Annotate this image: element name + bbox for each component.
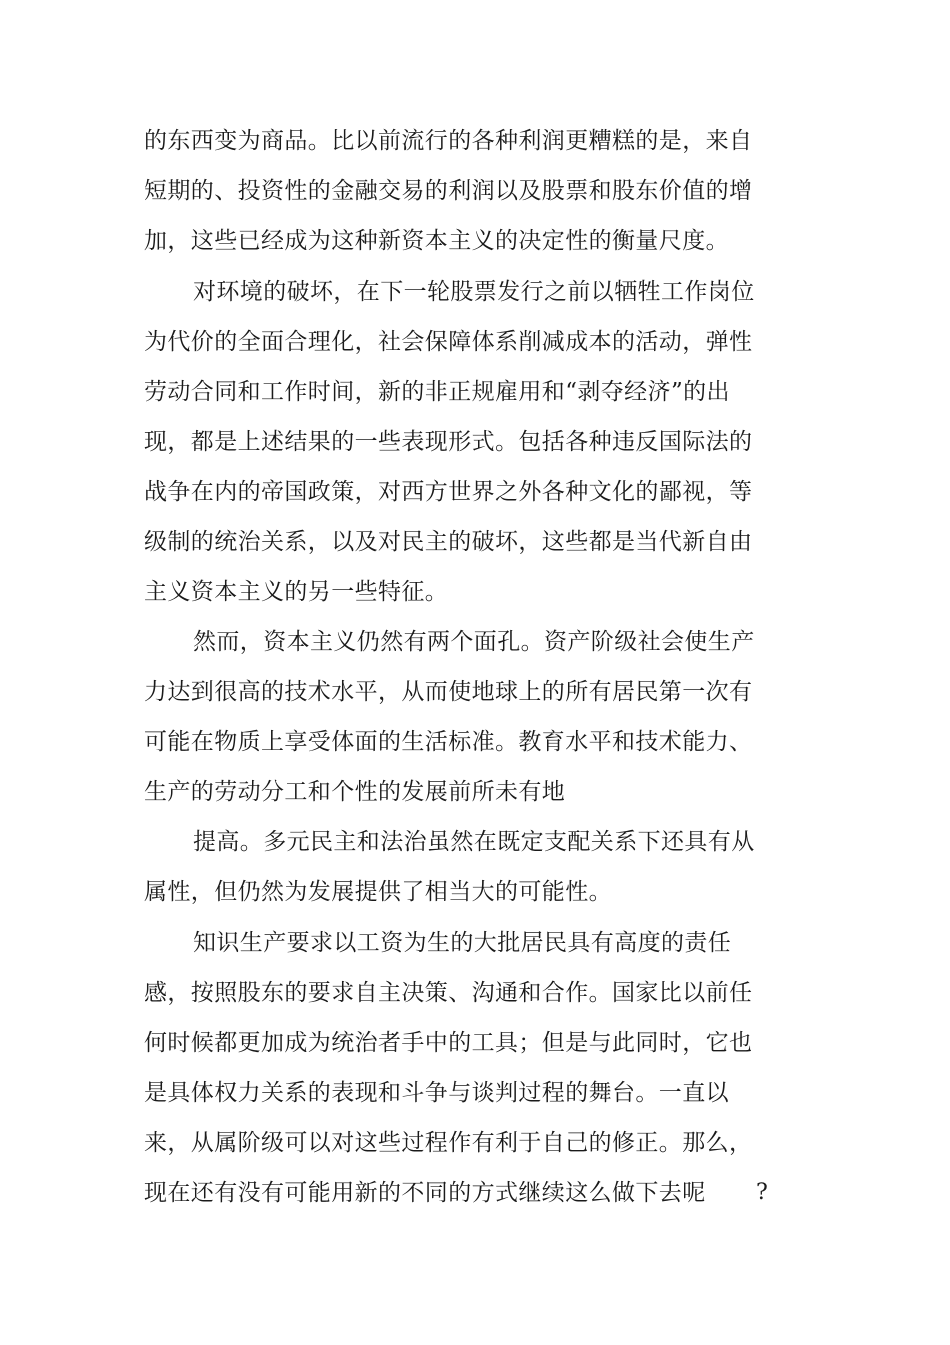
text-line: 来，从属阶级可以对这些过程作有利于自己的修正。那么， xyxy=(144,1130,753,1156)
text-line: 可能在物质上享受体面的生活标准。教育水平和技术能力、 xyxy=(144,729,753,755)
text-line: 战争在内的帝国政策，对西方世界之外各种文化的鄙视，等 xyxy=(144,479,753,505)
text-line: 是具体权力关系的表现和斗争与谈判过程的舞台。一直以 xyxy=(144,1080,729,1106)
text-line: 为代价的全面合理化，社会保障体系削减成本的活动，弹性 xyxy=(144,329,753,355)
trailing-question-mark: ? xyxy=(756,1180,768,1205)
text-line: 的东西变为商品。比以前流行的各种利润更糟糕的是，来自 xyxy=(144,128,753,154)
text-line: 级制的统治关系，以及对民主的破坏，这些都是当代新自由 xyxy=(144,529,753,555)
paragraph-first-line: 然而，资本主义仍然有两个面孔。资产阶级社会使生产 xyxy=(193,629,755,655)
text-line: 劳动合同和工作时间，新的非正规雇用和“剥夺经济”的出 xyxy=(144,379,730,405)
text-line: 力达到很高的技术水平，从而使地球上的所有居民第一次有 xyxy=(144,679,753,705)
paragraph-first-line: 对环境的破坏，在下一轮股票发行之前以牺牲工作岗位 xyxy=(193,279,755,305)
text-line: 属性，但仍然为发展提供了相当大的可能性。 xyxy=(144,879,612,905)
text-line: 生产的劳动分工和个性的发展前所未有地 xyxy=(144,779,566,805)
text-line: 现在还有没有可能用新的不同的方式继续这么做下去呢 xyxy=(144,1180,706,1206)
text-line: 感，按照股东的要求自主决策、沟通和合作。国家比以前任 xyxy=(144,980,753,1006)
text-line: 主义资本主义的另一些特征。 xyxy=(144,579,449,605)
paragraph-first-line: 知识生产要求以工资为生的大批居民具有高度的责任 xyxy=(193,930,732,956)
paragraph-first-line: 提高。多元民主和法治虽然在既定支配关系下还具有从 xyxy=(193,829,755,855)
text-line: 现，都是上述结果的一些表现形式。包括各种违反国际法的 xyxy=(144,429,753,455)
text-line: 短期的、投资性的金融交易的利润以及股票和股东价值的增 xyxy=(144,178,753,204)
text-line: 何时候都更加成为统治者手中的工具；但是与此同时，它也 xyxy=(144,1030,753,1056)
text-line: 加，这些已经成为这种新资本主义的决定性的衡量尺度。 xyxy=(144,228,729,254)
